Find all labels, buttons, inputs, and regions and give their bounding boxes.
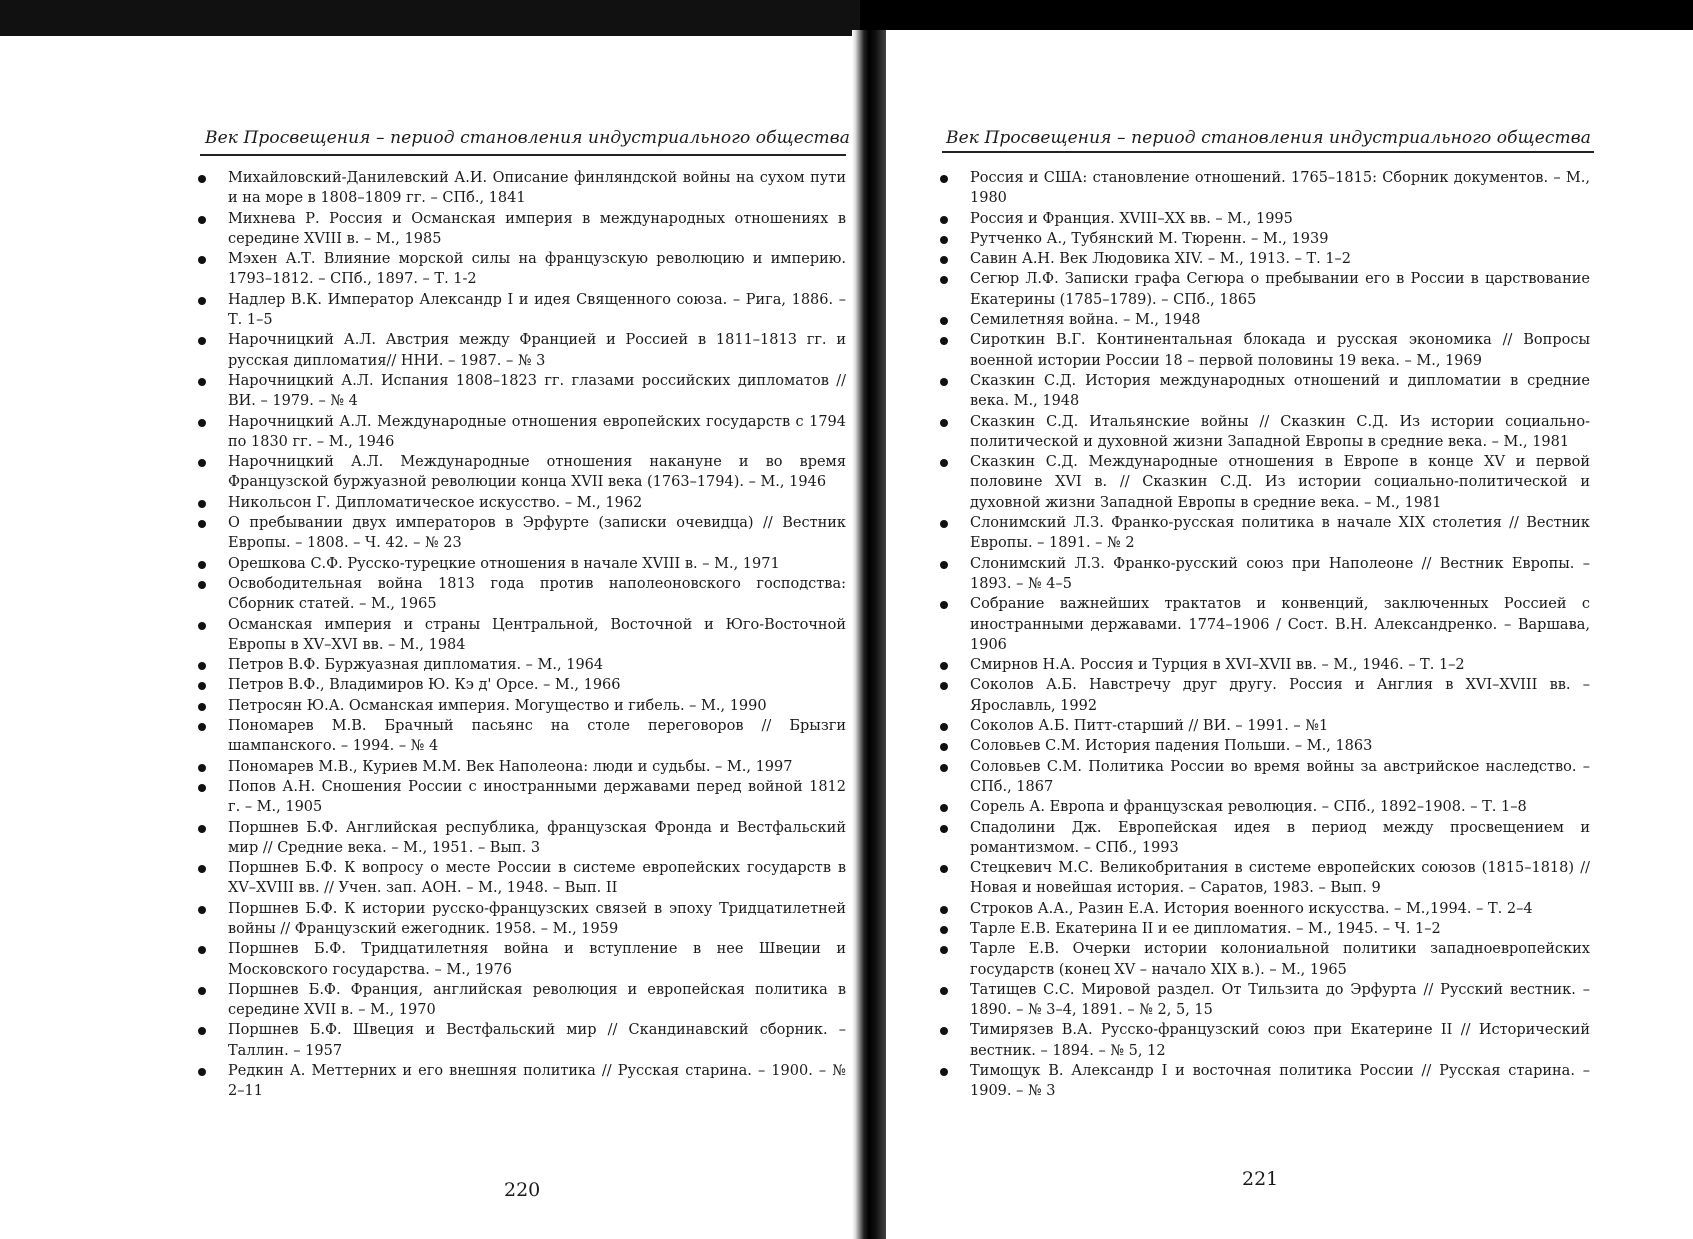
entry-text: Михайловский-Данилевский А.И. Описание финляндской войны на сухом пути и на море в 1808–1809 гг. – СПб., 1841: [228, 170, 846, 207]
bibliography-entry: [938, 310, 1590, 330]
bullet-icon: [940, 419, 948, 427]
bibliography-entry: [938, 554, 1590, 595]
entry-text: Петросян Ю.А. Османская империя. Могущество и гибель. – М., 1990: [228, 697, 767, 714]
entry-text: Поршнев Б.Ф. Франция, английская революция и европейская политика в середине XVII в. – М., 1970: [228, 981, 846, 1019]
entry-text: Семилетняя война. – М., 1948: [970, 312, 1201, 329]
bibliography-entry: [196, 330, 846, 371]
bibliography-entry: [938, 716, 1590, 736]
entry-text: Поршнев Б.Ф. Английская республика, французская Фронда и Вестфальский мир // Средние века. – М., 1951. – Вып. 3: [228, 819, 846, 856]
bibliography-entry: [938, 1020, 1590, 1061]
bullet-icon: [940, 276, 948, 284]
bullet-icon: [940, 216, 948, 224]
bullet-icon: [940, 825, 948, 833]
left-header-rule: [200, 154, 846, 156]
bullet-icon: [940, 561, 948, 569]
bibliography-entry: [938, 858, 1590, 899]
bibliography-entry: [938, 675, 1590, 716]
bibliography-entry: [196, 574, 846, 615]
entry-text: Россия и Франция. XVIII–XX вв. – М., 1995: [970, 210, 1293, 227]
bibliography-entry: [196, 554, 846, 574]
entry-text: Сказкин С.Д. Итальянские войны // Сказкин С.Д. Из истории социально-политической и духовной жизни Западной Европы в средние века. – М., 1981: [970, 413, 1590, 450]
right-header-rule: [942, 151, 1594, 153]
entry-text: Тарле Е.В. Очерки истории колониальной политики западноевропейских государств (конец XV – начало XIX в.). – М., 1965: [970, 941, 1590, 978]
bullet-icon: [198, 297, 206, 305]
left-page-number: 220: [504, 1179, 541, 1201]
bullet-icon: [198, 825, 206, 833]
bullet-icon: [198, 561, 206, 569]
bullet-icon: [198, 682, 206, 690]
entry-text: Сказкин С.Д. Международные отношения в Европе в конце XV и первой половине XVI в. // Сказкин С.Д. Из истории социально-политической и духовной жизни Западной Европы в средние века. – М., 1981: [970, 454, 1590, 511]
bibliography-entry: [196, 899, 846, 940]
entry-text: Стецкевич М.С. Великобритания в системе европейских союзов (1815–1818) // Новая и новейшая история. – Саратов, 1983. – Вып. 9: [970, 860, 1590, 897]
bullet-icon: [940, 459, 948, 467]
bullet-icon: [940, 1027, 948, 1035]
bullet-icon: [940, 662, 948, 670]
entry-text: Поршнев Б.Ф. К истории русско-французских связей в эпоху Тридцатилетней войны // Французский ежегодник. 1958. – М., 1959: [228, 900, 846, 937]
bullet-icon: [940, 987, 948, 995]
bullet-icon: [198, 784, 206, 792]
bibliography-entry: [196, 290, 846, 331]
entry-text: Михнева Р. Россия и Османская империя в международных отношениях в середине XVIII в. – М., 1985: [228, 210, 846, 247]
entry-text: Нарочницкий А.Л. Австрия между Францией и Россией в 1811–1813 гг. и русская дипломатия// ННИ. – 1987. – № 3: [228, 332, 846, 369]
bibliography-entry: [196, 716, 846, 757]
bullet-icon: [198, 337, 206, 345]
bibliography-entry: [938, 249, 1590, 269]
entry-text: Попов А.Н. Сношения России с иностранными державами перед войной 1812 г. – М., 1905: [228, 778, 846, 816]
bullet-icon: [198, 723, 206, 731]
entry-text: Сегюр Л.Ф. Записки графа Сегюра о пребывании его в России в царствование Екатерины (1785–1789). – СПб., 1865: [970, 271, 1590, 308]
entry-text: Орешкова С.Ф. Русско-турецкие отношения в начале XVIII в. – М., 1971: [228, 555, 780, 572]
entry-text: Савин А.Н. Век Людовика XIV. – М., 1913. – Т. 1–2: [970, 251, 1352, 268]
bullet-icon: [198, 419, 206, 427]
bibliography-entry: [938, 269, 1590, 310]
entry-text: Тимирязев В.А. Русско-французский союз при Екатерине II // Исторический вестник. – 1894. – № 5, 12: [970, 1022, 1590, 1059]
entry-text: Слонимский Л.З. Франко-русская политика в начале XIX столетия // Вестник Европы. – 1891. – № 2: [970, 515, 1590, 552]
entry-text: Петров В.Ф. Буржуазная дипломатия. – М., 1964: [228, 657, 604, 674]
bibliography-entry: [938, 330, 1590, 371]
bibliography-entry: [196, 1020, 846, 1061]
bibliography-entry: [196, 615, 846, 656]
entry-text: О пребывании двух императоров в Эрфурте (записки очевидца) // Вестник Европы. – 1808. – Ч. 42. – № 23: [228, 515, 846, 552]
left-page: [0, 36, 852, 1239]
entry-text: Соколов А.Б. Питт-старший // ВИ. – 1991. – №1: [970, 718, 1329, 735]
bibliography-entry: [938, 736, 1590, 756]
bibliography-entry: [196, 412, 846, 453]
entry-text: Татищев С.С. Мировой раздел. От Тильзита до Эрфурта // Русский вестник. – 1890. – № 3–4, 1891. – № 2, 5, 15: [970, 981, 1590, 1019]
bibliography-entry: [196, 1061, 846, 1102]
entry-text: Россия и США: становление отношений. 1765–1815: Сборник документов. – М., 1980: [970, 170, 1590, 207]
bullet-icon: [940, 743, 948, 751]
bullet-icon: [198, 662, 206, 670]
bibliography-entry: [938, 818, 1590, 859]
bullet-icon: [940, 317, 948, 325]
bullet-icon: [940, 175, 948, 183]
entry-text: Спадолини Дж. Европейская идея в период между просвещением и романтизмом. – СПб., 1993: [970, 819, 1590, 856]
bullet-icon: [198, 622, 206, 630]
bullet-icon: [940, 236, 948, 244]
bibliography-entry: [196, 452, 846, 493]
bullet-icon: [940, 946, 948, 954]
bullet-icon: [940, 865, 948, 873]
right-running-header: Век Просвещения – период становления индустриального общества: [946, 128, 1591, 148]
scan-top-shadow-right: [860, 0, 1693, 30]
bibliography-entry: [938, 980, 1590, 1021]
right-page-number: 221: [1242, 1168, 1279, 1190]
bibliography-entry: [938, 513, 1590, 554]
entry-text: Тарле Е.В. Екатерина II и ее дипломатия. – М., 1945. – Ч. 1–2: [970, 920, 1441, 937]
bullet-icon: [940, 256, 948, 264]
entry-text: Освободительная война 1813 года против наполеоновского господства: Сборник статей. – М., 1965: [228, 575, 846, 613]
entry-text: Рутченко А., Тубянский М. Тюренн. – М., 1939: [970, 230, 1329, 247]
entry-text: Поршнев Б.Ф. Тридцатилетняя война и вступление в нее Швеции и Московского государства. – М., 1976: [228, 941, 846, 978]
bibliography-entry: [196, 696, 846, 716]
bullet-icon: [940, 682, 948, 690]
bullet-icon: [940, 378, 948, 386]
bibliography-entry: [196, 209, 846, 250]
entry-text: Соколов А.Б. Навстречу друг другу. Россия и Англия в XVI–XVIII вв. – Ярославль, 1992: [970, 677, 1590, 714]
entry-text: Тимощук В. Александр I и восточная политика России // Русская старина. – 1909. – № 3: [970, 1063, 1590, 1100]
bullet-icon: [198, 1027, 206, 1035]
bullet-icon: [940, 601, 948, 609]
entry-text: Поршнев Б.Ф. К вопросу о месте России в системе европейских государств в XV–XVIII вв. // Учен. зап. АОН. – М., 1948. – Вып. II: [228, 860, 846, 897]
bullet-icon: [940, 337, 948, 345]
entry-text: Собрание важнейших трактатов и конвенций, заключенных Россией с иностранными державами. 1774–1906 / Сост. В.Н. Александренко. – Варшава, 1906: [970, 596, 1590, 653]
bibliography-entry: [938, 452, 1590, 513]
bibliography-entry: [196, 818, 846, 859]
entry-text: Нарочницкий А.Л. Международные отношения европейских государств с 1794 по 1830 гг. – М., 1946: [228, 413, 846, 450]
bibliography-entry: [938, 1061, 1590, 1102]
bullet-icon: [940, 906, 948, 914]
bibliography-entry: [938, 899, 1590, 919]
entry-text: Соловьев С.М. Политика России во время войны за австрийское наследство. – СПб., 1867: [970, 758, 1590, 795]
bibliography-entry: [196, 513, 846, 554]
bullet-icon: [198, 581, 206, 589]
bullet-icon: [198, 987, 206, 995]
bibliography-entry: [938, 594, 1590, 655]
bullet-icon: [198, 256, 206, 264]
bibliography-entry: [938, 757, 1590, 798]
bibliography-entry: [196, 655, 846, 675]
bullet-icon: [198, 1068, 206, 1076]
entry-text: Сказкин С.Д. История международных отношений и дипломатии в средние века. М., 1948: [970, 372, 1590, 410]
bullet-icon: [198, 520, 206, 528]
entry-text: Османская империя и страны Центральной, Восточной и Юго-Восточной Европы в XV–XVI вв. – М., 1984: [228, 616, 846, 653]
bullet-icon: [198, 216, 206, 224]
entry-text: Строков А.А., Разин Е.А. История военного искусства. – М.,1994. – Т. 2–4: [970, 900, 1533, 917]
entry-text: Пономарев М.В., Куриев М.М. Век Наполеона: люди и судьбы. – М., 1997: [228, 758, 793, 775]
entry-text: Мэхен А.Т. Влияние морской силы на французскую революцию и империю. 1793–1812. – СПб., 1897. – Т. 1-2: [228, 251, 846, 288]
left-bibliography-list: [196, 168, 846, 1102]
bibliography-entry: [196, 858, 846, 899]
entry-text: Петров В.Ф., Владимиров Ю. Кэ д' Орсе. – М., 1966: [228, 677, 621, 694]
bibliography-entry: [196, 371, 846, 412]
entry-text: Пономарев М.В. Брачный пасьянс на столе переговоров // Брызги шампанского. – 1994. – № 4: [228, 718, 846, 755]
bullet-icon: [198, 175, 206, 183]
book-spine: [852, 30, 886, 1239]
bullet-icon: [940, 520, 948, 528]
bibliography-entry: [938, 229, 1590, 249]
entry-text: Соловьев С.М. История падения Польши. – М., 1863: [970, 738, 1373, 755]
bibliography-entry: [196, 980, 846, 1021]
bullet-icon: [198, 865, 206, 873]
bullet-icon: [198, 500, 206, 508]
bullet-icon: [198, 906, 206, 914]
bibliography-entry: [938, 168, 1590, 209]
entry-text: Никольсон Г. Дипломатическое искусство. – М., 1962: [228, 494, 643, 511]
entry-text: Поршнев Б.Ф. Швеция и Вестфальский мир // Скандинавский сборник. – Таллин. – 1957: [228, 1022, 846, 1059]
bullet-icon: [940, 804, 948, 812]
bullet-icon: [940, 764, 948, 772]
entry-text: Редкин А. Меттерних и его внешняя политика // Русская старина. – 1900. – № 2–11: [228, 1063, 846, 1100]
bullet-icon: [198, 946, 206, 954]
entry-text: Сорель А. Европа и французская революция. – СПб., 1892–1908. – Т. 1–8: [970, 799, 1527, 816]
bibliography-entry: [196, 493, 846, 513]
bullet-icon: [198, 378, 206, 386]
left-running-header: Век Просвещения – период становления индустриального общества: [205, 128, 850, 148]
bullet-icon: [198, 703, 206, 711]
entry-text: Надлер В.К. Император Александр I и идея Священного союза. – Рига, 1886. – Т. 1–5: [228, 291, 846, 329]
bullet-icon: [940, 723, 948, 731]
bibliography-entry: [938, 919, 1590, 939]
bibliography-entry: [938, 371, 1590, 412]
bibliography-entry: [938, 209, 1590, 229]
entry-text: Сироткин В.Г. Континентальная блокада и русская экономика // Вопросы военной истории России 18 – первой половины 19 века. – М., 1969: [970, 332, 1590, 369]
bullet-icon: [940, 926, 948, 934]
entry-text: Нарочницкий А.Л. Испания 1808–1823 гг. глазами российских дипломатов // ВИ. – 1979. – № 4: [228, 372, 846, 410]
bibliography-entry: [196, 939, 846, 980]
entry-text: Смирнов Н.А. Россия и Турция в XVI–XVII вв. – М., 1946. – Т. 1–2: [970, 657, 1465, 674]
right-bibliography-list: [938, 168, 1590, 1102]
bibliography-entry: [938, 939, 1590, 980]
bibliography-entry: [938, 412, 1590, 453]
bibliography-entry: [196, 757, 846, 777]
bibliography-entry: [196, 249, 846, 290]
bullet-icon: [198, 459, 206, 467]
bibliography-entry: [938, 797, 1590, 817]
bullet-icon: [940, 1068, 948, 1076]
bibliography-entry: [938, 655, 1590, 675]
entry-text: Нарочницкий А.Л. Международные отношения накануне и во время Французской буржуазной революции конца XVII века (1763–1794). – М., 1946: [228, 454, 846, 491]
bullet-icon: [198, 764, 206, 772]
bibliography-entry: [196, 168, 846, 209]
entry-text: Слонимский Л.З. Франко-русский союз при Наполеоне // Вестник Европы. – 1893. – № 4–5: [970, 555, 1590, 592]
bibliography-entry: [196, 675, 846, 695]
bibliography-entry: [196, 777, 846, 818]
right-page: [886, 30, 1693, 1239]
